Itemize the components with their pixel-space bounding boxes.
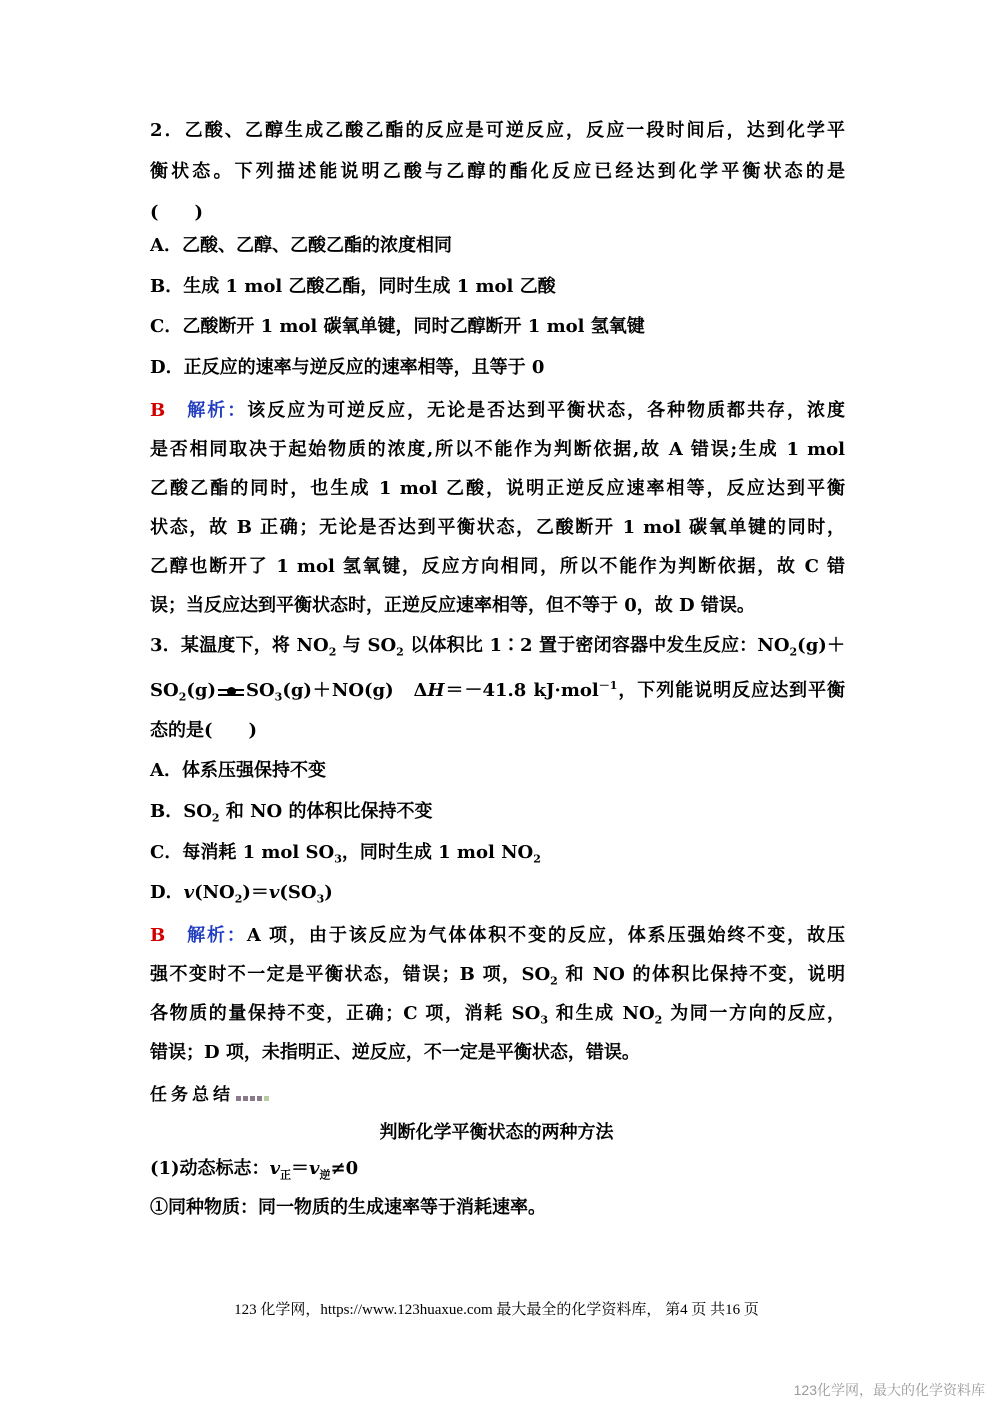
q3-text: ，下列能说明反应达到平衡 bbox=[617, 680, 845, 701]
q2-stem-line1: 2．乙酸、乙醇生成乙酸乙酯的反应是可逆反应，反应一段时间后，达到化学平 bbox=[150, 120, 845, 141]
subscript: 2 bbox=[234, 892, 243, 906]
watermark: 123化学网，最大的化学资料库 bbox=[793, 1382, 985, 1398]
q2-explanation-line6: 误；当反应达到平衡状态时，正逆反应速率相等，但不等于 0，故 D 错误。 bbox=[150, 595, 755, 616]
q2-answer: B bbox=[150, 400, 166, 421]
q3-text: D． bbox=[150, 882, 184, 903]
q3-text: 强不变时不一定是平衡状态，错误；B 项，SO bbox=[150, 964, 551, 985]
q3-explanation-line2 bbox=[150, 963, 845, 987]
q2-explanation-line4: 状态，故 B 正确；无论是否达到平衡状态，乙酸断开 1 mol 碳氧单键的同时， bbox=[150, 517, 845, 538]
q3-text: 以体积比 1∶2 置于密闭容器中发生反应：NO bbox=[403, 635, 790, 656]
q3-text: 和 NO 的体积比保持不变 bbox=[219, 801, 433, 822]
q3-text: SO bbox=[150, 680, 179, 701]
q2-option-d: D．正反应的速率与逆反应的速率相等，且等于 0 bbox=[150, 357, 545, 378]
rate-symbol: v bbox=[309, 1158, 320, 1179]
q3-option-c bbox=[150, 841, 845, 865]
q3-stem-line3: 态的是( ) bbox=[150, 720, 258, 741]
q3-text: B．SO bbox=[150, 801, 212, 822]
summary-point-1 bbox=[150, 1157, 845, 1181]
q3-text: )＝ bbox=[242, 882, 269, 903]
enthalpy-symbol: H bbox=[427, 680, 445, 701]
q3-text: (NO bbox=[194, 882, 235, 903]
q3-stem-line2 bbox=[150, 679, 845, 703]
q3-text: ，同时生成 1 mol NO bbox=[341, 842, 534, 863]
q3-text: 与 SO bbox=[336, 635, 397, 656]
equilibrium-arrow-icon bbox=[218, 681, 244, 701]
q3-text: (g)＋NO(g) Δ bbox=[282, 680, 428, 701]
q3-text: 为同一方向的反应， bbox=[662, 1003, 845, 1024]
summary-text: ＝ bbox=[291, 1158, 310, 1179]
q3-option-d bbox=[150, 881, 845, 905]
subscript: 2 bbox=[654, 1013, 663, 1027]
subscript: 3 bbox=[316, 892, 325, 906]
rate-symbol: v bbox=[183, 882, 195, 903]
q2-option-b: B．生成 1 mol 乙酸乙酯，同时生成 1 mol 乙酸 bbox=[150, 276, 556, 297]
q2-explanation-line1 bbox=[150, 399, 845, 423]
q3-text: (SO bbox=[279, 882, 317, 903]
q3-text: 和 NO 的体积比保持不变，说明 bbox=[557, 964, 845, 985]
q3-text: 3．某温度下，将 NO bbox=[150, 635, 329, 656]
subscript: 3 bbox=[540, 1013, 548, 1027]
q2-option-a: A．乙酸、乙醇、乙酸乙酯的浓度相同 bbox=[150, 235, 452, 256]
q2-explanation-line3: 乙酸乙酯的同时，也生成 1 mol 乙酸，说明正逆反应速率相等，反应达到平衡 bbox=[150, 478, 845, 499]
rate-symbol: v bbox=[268, 882, 280, 903]
q2-explanation-text1: 该反应为可逆反应，无论是否达到平衡状态，各种物质都共存，浓度 bbox=[247, 400, 846, 421]
q3-explanation-text1: A 项，由于该反应为气体体积不变的反应，体系压强始终不变，故压 bbox=[246, 925, 846, 946]
subscript: 3 bbox=[334, 852, 342, 866]
q2-stem-blank: ( ) bbox=[150, 202, 204, 223]
subscript: 2 bbox=[396, 645, 404, 659]
q3-text: C．每消耗 1 mol SO bbox=[150, 842, 335, 863]
subscript: 2 bbox=[211, 811, 220, 825]
subscript: 逆 bbox=[319, 1168, 331, 1182]
q3-answer: B bbox=[150, 925, 166, 946]
decorative-dots-icon bbox=[236, 1086, 271, 1106]
q3-explanation-line3 bbox=[150, 1002, 845, 1026]
subscript: 2 bbox=[533, 852, 541, 866]
q2-stem-line2: 衡状态。下列描述能说明乙酸与乙醇的酯化反应已经达到化学平衡状态的是 bbox=[150, 161, 845, 182]
subscript: 2 bbox=[328, 645, 337, 659]
subscript: 2 bbox=[789, 645, 798, 659]
q3-stem-line1 bbox=[150, 634, 845, 658]
q3-explanation-line1 bbox=[150, 924, 845, 948]
q3-text: ) bbox=[324, 882, 333, 903]
q3-explanation-label: 解析： bbox=[187, 925, 247, 946]
q3-text: SO bbox=[245, 680, 275, 701]
page-footer: 123 化学网，https://www.123huaxue.com 最大最全的化学资料库， 第4 页 共16 页 bbox=[234, 1302, 759, 1318]
task-summary-label: 任务总结 bbox=[150, 1085, 234, 1105]
q3-text: (g) bbox=[186, 680, 216, 701]
subscript: 3 bbox=[274, 690, 283, 704]
q3-option-a: A．体系压强保持不变 bbox=[150, 760, 326, 781]
subscript: 2 bbox=[178, 690, 187, 704]
q3-option-b bbox=[150, 800, 845, 824]
summary-text: ≠0 bbox=[330, 1158, 359, 1179]
q2-explanation-line2: 是否相同取决于起始物质的浓度,所以不能作为判断依据,故 A 错误;生成 1 mol bbox=[150, 439, 845, 460]
q2-explanation-label: 解析： bbox=[187, 400, 248, 421]
task-summary-title bbox=[150, 1080, 271, 1106]
q3-text: 和生成 NO bbox=[548, 1003, 655, 1024]
subscript: 2 bbox=[550, 974, 558, 988]
q2-explanation-line5: 乙醇也断开了 1 mol 氢氧键，反应方向相同，所以不能作为判断依据，故 C 错 bbox=[150, 556, 845, 577]
section-heading: 判断化学平衡状态的两种方法 bbox=[379, 1122, 614, 1143]
q2-option-c: C．乙酸断开 1 mol 碳氧单键，同时乙醇断开 1 mol 氢氧键 bbox=[150, 316, 645, 337]
subscript: 正 bbox=[280, 1168, 292, 1182]
summary-point-2: ①同种物质：同一物质的生成速率等于消耗速率。 bbox=[150, 1197, 546, 1218]
superscript: －1 bbox=[598, 679, 618, 692]
q3-text: ＝－41.8 kJ·mol bbox=[444, 680, 599, 701]
q3-text: (g)＋ bbox=[797, 635, 845, 656]
q3-text: 各物质的量保持不变，正确；C 项，消耗 SO bbox=[150, 1003, 541, 1024]
summary-text: (1)动态标志： bbox=[150, 1158, 270, 1179]
q3-explanation-line4: 错误；D 项，未指明正、逆反应，不一定是平衡状态，错误。 bbox=[150, 1042, 640, 1063]
rate-symbol: v bbox=[269, 1158, 281, 1179]
